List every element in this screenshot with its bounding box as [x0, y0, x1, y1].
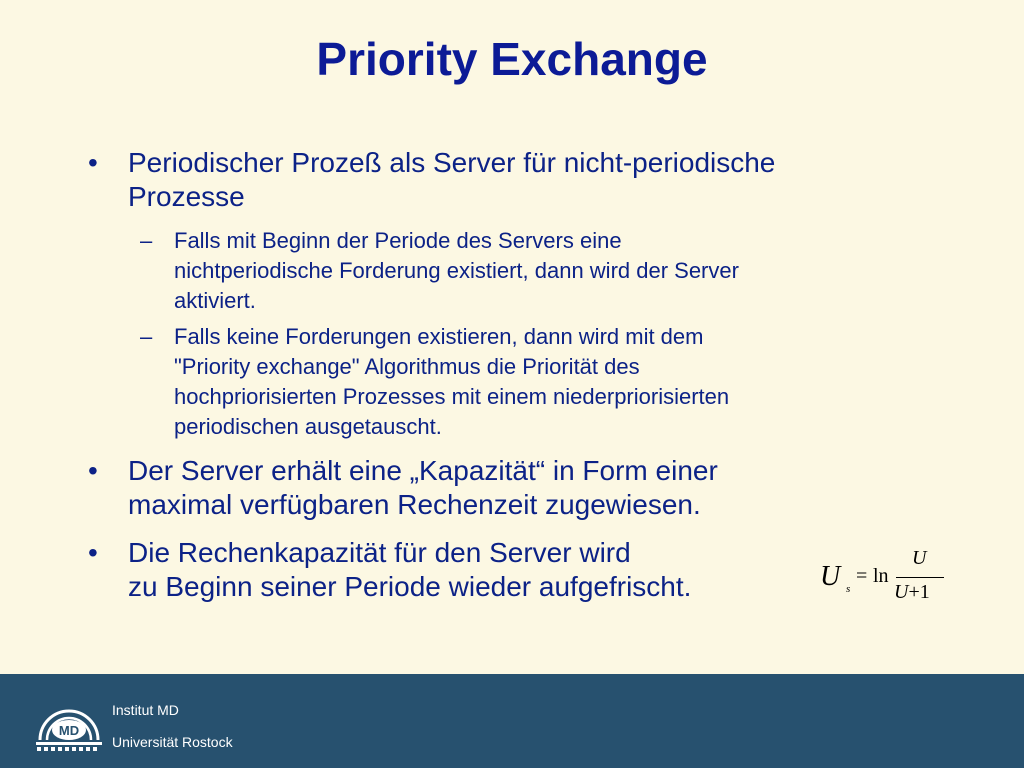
sub-item [140, 322, 940, 444]
bullet-line: Prozesse [128, 181, 245, 212]
footer-bar [0, 674, 1024, 768]
bullet-line: Der Server erhält eine „Kapazität“ in Form einer [128, 455, 718, 486]
sub-text [174, 226, 739, 316]
formula-denominator-var: U [894, 581, 909, 603]
formula-ln: ln [873, 565, 889, 587]
bullet-text [128, 146, 775, 214]
bullet-marker: • [88, 455, 98, 486]
sub-marker: – [140, 324, 153, 349]
sub-line: nichtperiodische Forderung existiert, dann wird der Server [174, 258, 739, 283]
institute-logo [34, 696, 104, 752]
bullet-item [88, 536, 808, 606]
formula-subscript: s [846, 583, 851, 595]
bullet-marker: • [88, 147, 98, 178]
formula-denominator [894, 581, 930, 604]
capacity-formula [818, 545, 948, 610]
sub-text [174, 322, 729, 442]
formula-denominator-rest: +1 [908, 581, 930, 603]
formula-lhs: U [820, 561, 841, 592]
bullet-text [128, 536, 691, 604]
sub-line: Falls keine Forderungen existieren, dann wird mit dem [174, 324, 704, 349]
bullet-item [88, 454, 948, 524]
sub-line: Falls mit Beginn der Periode des Servers eine [174, 228, 622, 253]
sub-line: "Priority exchange" Algorithmus die Priorität des [174, 354, 640, 379]
logo-text: MD [58, 723, 80, 738]
bullet-text [128, 454, 718, 522]
fraction-bar [896, 577, 944, 578]
sub-line: periodischen ausgetauscht. [174, 414, 442, 439]
bullet-line: maximal verfügbaren Rechenzeit zugewiesen. [128, 489, 701, 520]
bullet-line: Die Rechenkapazität für den Server wird [128, 537, 631, 568]
bullet-marker: • [88, 537, 98, 568]
footer-institute: Institut MD [112, 702, 179, 718]
bullet-item [88, 146, 948, 216]
sub-line: hochpriorisierten Prozesses mit einem niederpriorisierten [174, 384, 730, 409]
formula-equals: = [856, 565, 868, 587]
bullet-line: Periodischer Prozeß als Server für nicht-periodische [128, 147, 776, 178]
slide-title: Priority Exchange [316, 33, 708, 85]
bullet-line: zu Beginn seiner Periode wieder aufgefrischt. [128, 571, 692, 602]
sub-marker: – [140, 228, 153, 253]
sub-line: aktiviert. [174, 288, 256, 313]
formula-numerator: U [912, 547, 927, 569]
footer-university: Universität Rostock [112, 734, 233, 750]
sub-item [140, 226, 940, 318]
